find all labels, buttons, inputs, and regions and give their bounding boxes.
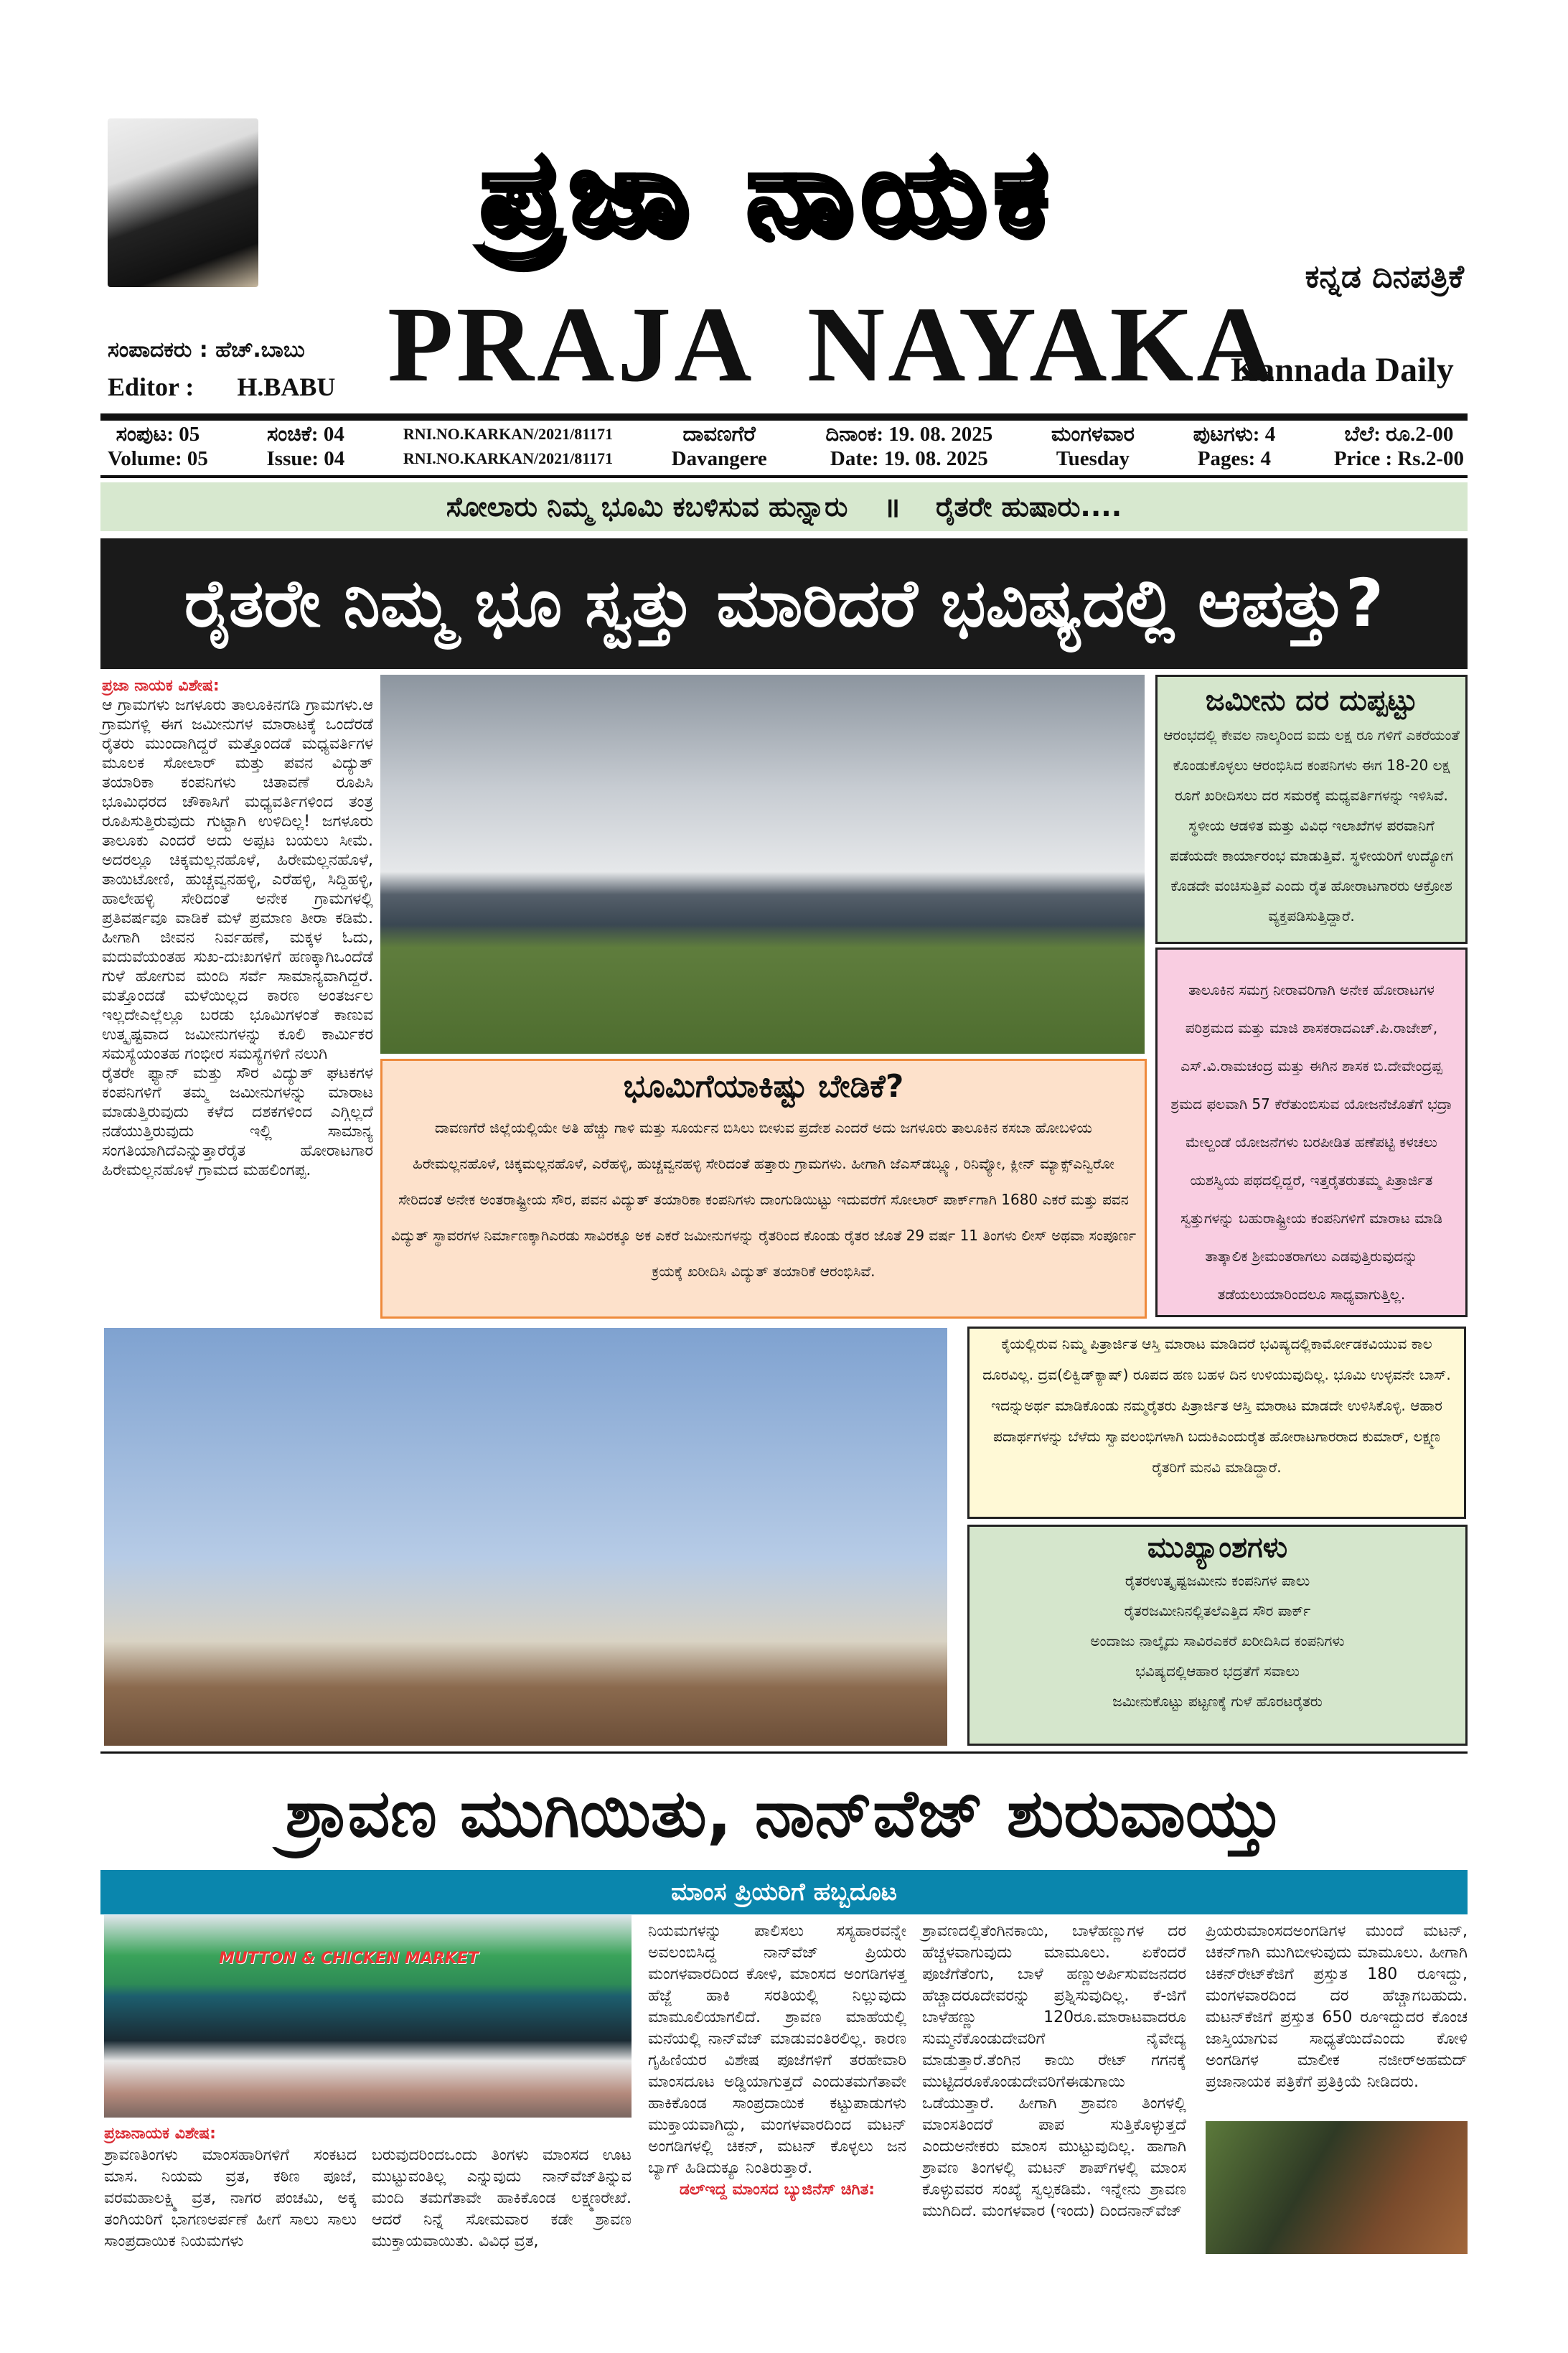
pages: [1193, 422, 1276, 471]
story2-paragraph: ಪ್ರಿಯರುಮಾಂಸದಅಂಗಡಿಗಳ ಮುಂದೆ ಮಟನ್, ಚಿಕನ್‌ಗಾಗಿ ಮುಗಿಬೀಳುವುದು ಮಾಮೂಲು. ಹೀಗಾಗಿ ಚಿಕನ್‌ರೇಟ್‌ಕೆಜಿಗೆ ಪ್ರಸ್ತುತ 180 ರೂಇದ್ದು, ಮಂಗಳವಾರದಿಂದ ದರ ಹೆಚ್ಚಾಗಬಹುದು. ಮಟನ್‌ಕೆಜಿಗೆ ಪ್ರಸ್ತುತ 650 ರೂಇದ್ದುದರ ಕೊಂಚ ಜಾಸ್ತಿಯಾಗುವ ಸಾಧ್ಯತೆಯಿದೆಎಂದು ಕೋಳಿ ಅಂಗಡಿಗಳ ಮಾಲೀಕ ನಜೀರ್‌ಅಹಮದ್ ಪ್ರಜಾನಾಯಕ ಪತ್ರಿಕೆಗೆ ಪ್ರತಿಕ್ರಿಯೆ ನೀಡಿದರು.: [1206, 1922, 1468, 2091]
solar-park-photo: [380, 675, 1145, 1054]
land-demand-body: ದಾವಣಗೆರೆ ಜಿಲ್ಲೆಯಲ್ಲಿಯೇ ಅತಿ ಹೆಚ್ಚು ಗಾಳಿ ಮತ್ತು ಸೂರ್ಯನ ಬಿಸಿಲು ಬೀಳುವ ಪ್ರದೇಶ ಎಂದರೆ ಅದು ಜಗಳೂರು ತಾಲೂಕಿನ ಕಸಬಾ ಹೋಬಳಿಯ ಹಿರೇಮಲ್ಲನಹೊಳೆ, ಚಿಕ್ಕಮಲ್ಲನಹೊಳೆ, ಎರೆಹಳ್ಳಿ, ಹುಚ್ಚವ್ವನಹಳ್ಳಿ ಸೇರಿದಂತೆ ಹತ್ತಾರು ಗ್ರಾಮಗಳು. ಹೀಗಾಗಿ ಜೆಎಸ್‌ಡಬ್ಲ್ಯೂ, ರಿನಿವ್ಯೋ, ಕ್ಲೀನ್ ಮ್ಯಾಕ್ಸ್‌ಎನ್ವಿರೋ ಸೇರಿದಂತೆ ಅನೇಕ ಅಂತರಾಷ್ಟ್ರೀಯ ಸೌರ, ಪವನ ವಿದ್ಯುತ್ ತಯಾರಿಕಾ ಕಂಪನಿಗಳು ದಾಂಗುಡಿಯಿಟ್ಟು ಇದುವರೆಗೆ ಸೋಲಾರ್ ಪಾರ್ಕ್‌ಗಾಗಿ 1680 ಎಕರೆ ಮತ್ತು ಪವನ ವಿದ್ಯುತ್ ಸ್ಥಾವರಗಳ ನಿರ್ಮಾಣಕ್ಕಾಗಿಎರಡು ಸಾವಿರಕ್ಕೂ ಅಕ ಎಕರೆ ಜಮೀನುಗಳನ್ನು ರೈತರಿಂದ ಕೊಂಡು ರೈತರ ಜೊತೆ 29 ವರ್ಷ 11 ತಿಂಗಳು ಲೀಸ್ ಅಥವಾ ಸಂಪೂರ್ಣ ಕ್ರಯಕ್ಕೆ ಖರೀದಿಸಿ ವಿದ್ಯುತ್ ತಯಾರಿಕೆ ಆರಂಭಿಸಿವೆ.: [390, 1119, 1137, 1280]
irrigation-box: [1155, 948, 1468, 1317]
story2-column-2: [372, 2145, 632, 2253]
editor-english: [108, 372, 335, 402]
story2-paragraph: ಬರುವುದರಿಂದಒಂದು ತಿಂಗಳು ಮಾಂಸದ ಊಟ ಮುಟ್ಟುವಂತಿಲ್ಲ ಎನ್ನುವುದು ನಾನ್‌ವೆಜ್‌ತಿನ್ನುವ ಮಂದಿ ತಮಗೆತಾವೇ ಹಾಕಿಕೊಂಡ ಲಕ್ಷ್ಮಣರೇಖೆ. ಆದರೆ ನಿನ್ನೆ ಸೋಮವಾರ ಕಡೇ ಶ್ರಾವಣ ಮುಕ್ತಾಯವಾಯಿತು. ವಿವಿಧ ವ್ರತ,: [372, 2146, 632, 2250]
story2-strap: ಮಾಂಸ ಪ್ರಿಯರಿಗೆ ಹಬ್ಬದೂಟ: [100, 1870, 1468, 1914]
divider: [100, 1751, 1468, 1754]
issue-en: Issue: 04: [266, 447, 345, 470]
highlight-item: ಜಮೀನುಕೊಟ್ಟು ಪಟ್ಟಣಕ್ಕೆ ಗುಳೆ ಹೊರಟರೈತರು: [1112, 1693, 1323, 1710]
date: [825, 422, 992, 471]
meat-shop-photo: [104, 1915, 632, 2118]
issue-kn: ಸಂಚಿಕೆ: 04: [266, 423, 344, 446]
story2-paragraph: ನಿಯಮಗಳನ್ನು ಪಾಲಿಸಲು ಸಸ್ಯಹಾರವನ್ನೇ ಅವಲಂಬಿಸಿದ್ದ ನಾನ್‌ವೆಜ್ ಪ್ರಿಯರು ಮಂಗಳವಾರದಿಂದ ಕೋಳಿ, ಮಾಂಸದ ಅಂಗಡಿಗಳತ್ತ ಹೆಜ್ಜೆ ಹಾಕಿ ಸರತಿಯಲ್ಲಿ ನಿಲ್ಲುವುದು ಮಾಮೂಲಿಯಾಗಲಿದೆ. ಶ್ರಾವಣ ಮಾಹೆಯಲ್ಲಿ ಮನೆಯಲ್ಲಿ ನಾನ್‌ವೆಜ್ ಮಾಡುವಂತಿರಲಿಲ್ಲ. ಕಾರಣ ಗೃಹಿಣಿಯರ ವಿಶೇಷ ಪೂಜೆಗಳಿಗೆ ತರಹೇವಾರಿ ಮಾಂಸದೂಟ ಅಡ್ಡಿಯಾಗುತ್ತದೆ ಎಂದುತಮಗೆತಾವೇ ಹಾಕಿಕೊಂಡ ಸಾಂಪ್ರದಾಯಿಕ ಕಟ್ಟುಪಾಡುಗಳು ಮುಕ್ತಾಯವಾಗಿದ್ದು, ಮಂಗಳವಾರದಿಂದ ಮಟನ್ ಅಂಗಡಿಗಳಲ್ಲಿ ಚಿಕನ್, ಮಟನ್ ಕೊಳ್ಳಲು ಜನ ಬ್ಯಾಗ್ ಹಿಡಿದುಕ್ಯೂ ನಿಂತಿರುತ್ತಾರೆ.: [648, 1922, 906, 2177]
pages-en: Pages: 4: [1197, 447, 1272, 470]
place-en: Davangere: [671, 447, 767, 470]
land-price-box: [1155, 675, 1468, 944]
divider: [100, 413, 1468, 421]
story1-paragraph: ಆ ಗ್ರಾಮಗಳು ಜಗಳೂರು ತಾಲೂಕಿನಗಡಿ ಗ್ರಾಮಗಳು.ಆ ಗ್ರಾಮಗಳ್ಲಿ ಈಗ ಜಮೀನುಗಳ ಮಾರಾಟಕ್ಕೆ ಒಂದೆರಡೆ ರೈತರು ಮುಂದಾಗಿದ್ದರೆ ಮತ್ತೊಂದಡೆ ಮಧ್ಯವರ್ತಿಗಳ ಮೂಲಕ ಸೋಲಾರ್ ಮತ್ತು ಪವನ ವಿದ್ಯುತ್ ತಯಾರಿಕಾ ಕಂಪನಿಗಳು ಚಿತಾವಣೆ ರೂಪಿಸಿ ಭೂಮಿಧರದ ಚೌಕಾಸಿಗೆ ಮಧ್ಯವರ್ತಿಗಳಿಂದ ತಂತ್ರ ರೂಪಿಸುತ್ತಿರುವುದು ಗುಟ್ಟಾಗಿ ಉಳಿದಿಲ್ಲ! ಜಗಳೂರು ತಾಲೂಕು ಎಂದರೆ ಅದು ಅಪ್ಪಟ ಬಯಲು ಸೀಮೆ. ಅದರಲ್ಲೂ ಚಿಕ್ಕಮಲ್ಲನಹೊಳೆ, ಹಿರೇಮಲ್ಲನಹೊಳೆ, ತಾಯಿಟೋಣಿ, ಹುಚ್ಚವ್ವನಹಳ್ಳಿ, ಎರೆಹಳ್ಳಿ, ಸಿದ್ದಿಹಳ್ಳಿ, ಹಾಲೇಹಳ್ಳಿ ಸೇರಿದಂತೆ ಅನೇಕ ಗ್ರಾಮಗಳಲ್ಲಿ ಪ್ರತಿವರ್ಷವೂ ವಾಡಿಕೆ ಮಳೆ ಪ್ರಮಾಣ ತೀರಾ ಕಡಿಮೆ. ಹೀಗಾಗಿ ಜೀವನ ನಿರ್ವಹಣೆ, ಮಕ್ಕಳ ಓದು, ಮದುವೆಯಂತಹ ಸುಖ-ದುಃಖಗಳಿಗೆ ಹಣಕ್ಕಾಗಿಒಂದೆಡೆ ಗುಳೆ ಹೋಗುವ ಮಂದಿ ಸರ್ವೆ ಸಾಮಾನ್ಯವಾಗಿದ್ದರೆ. ಮತ್ತೊಂದಡೆ ಮಳೆಯಿಲ್ಲದ ಕಾರಣ ಅಂತರ್ಜಲ ಇಲ್ಲದೇಎಲ್ಲೆಲ್ಲೂ ಬರಡು ಭೂಮಿಗಳಂತೆ ಕಾಣುವ ಉತ್ಕೃಷ್ಟವಾದ ಜಮೀನುಗಳನ್ನು ಕೂಲಿ ಕಾರ್ಮಿಕರ ಸಮಸ್ಯೆಯಂತಹ ಗಂಭೀರ ಸಮಸ್ಯೆಗಳಿಗೆ ನಲುಗಿ: [102, 696, 373, 1063]
editor-label: Editor :: [108, 373, 194, 401]
story1-left-column: [102, 676, 373, 1319]
irrigation-body: ತಾಲೂಕಿನ ಸಮಗ್ರ ನೀರಾವರಿಗಾಗಿ ಅನೇಕ ಹೋರಾಟಗಳ ಪರಿಶ್ರಮದ ಮತ್ತು ಮಾಜಿ ಶಾಸಕರಾದಎಚ್.ಪಿ.ರಾಜೇಶ್, ಎಸ್.ವಿ.ರಾಮಚಂದ್ರ ಮತ್ತು ಈಗಿನ ಶಾಸಕ ಬಿ.ದೇವೇಂದ್ರಪ್ಪ ಶ್ರಮದ ಫಲವಾಗಿ 57 ಕೆರೆತುಂಬಿಸುವ ಯೋಜನೆಜೊತೆಗೆ ಭದ್ರಾ ಮೇಲ್ದಂಡೆ ಯೋಜನೆಗಳು ಬರಪೀಡಿತ ಹಣೆಪಟ್ಟಿ ಕಳಚಲು ಯಶಸ್ವಿಯ ಪಥದಲ್ಲಿದ್ದರೆ, ಇತ್ತರೈತರುತಮ್ಮ ಪಿತ್ರಾರ್ಜಿತ ಸ್ವತ್ತುಗಳನ್ನು ಬಹುರಾಷ್ಟ್ರೀಯ ಕಂಪನಿಗಳಿಗೆ ಮಾರಾಟ ಮಾಡಿ ತಾತ್ಕಾಲಿಕ ಶ್ರೀಮಂತರಾಗಲು ಎಡವುತ್ತಿರುವುದನ್ನು ತಡೆಯಲುಯಾರಿಂದಲೂ ಸಾಧ್ಯವಾಗುತ್ತಿಲ್ಲ.: [1170, 981, 1452, 1303]
price: [1334, 422, 1464, 471]
issue-info-row: [108, 422, 1464, 471]
date-en: Date: 19. 08. 2025: [830, 447, 988, 470]
story2-column-5: [1206, 1921, 1468, 2093]
rni-en: RNI.NO.KARKAN/2021/81171: [403, 449, 614, 467]
story2-paragraph: ಶ್ರಾವಣದಲ್ಲಿತೆಂಗಿನಕಾಯಿ, ಬಾಳೆಹಣ್ಣುಗಳ ದರ ಹೆಚ್ಚಳವಾಗುವುದು ಮಾಮೂಲು. ಏಕೆಂದರೆ ಪೂಜೆಗೆತೆಂಗು, ಬಾಳೆ ಹಣ್ಣುಅರ್ಪಿಸುವಜನದರ ಹೆಚ್ಚಾದರೂದೇವರನ್ನು ಪ್ರಶ್ನಿಸುವುದಿಲ್ಲ. ಕೆ-ಜಿಗೆ ಬಾಳೆಹಣ್ಣು 120ರೂ.ಮಾರಾಟವಾದರೂ ಸುಮ್ಮನೆಕೊಂಡುದೇವರಿಗೆ ನೈವೇದ್ಯ ಮಾಡುತ್ತಾರೆ.ತೆಂಗಿನ ಕಾಯಿ ರೇಟ್ ಗಗನಕ್ಕೆ ಮುಟ್ಟಿದರೂಕೊಂಡುದೇವರಿಗೆಈಡುಗಾಯಿ ಒಡೆಯುತ್ತಾರೆ. ಹೀಗಾಗಿ ಶ್ರಾವಣ ತಿಂಗಳಲ್ಲಿ ಮಾಂಸತಿಂದರೆ ಪಾಪ ಸುತ್ತಿಕೊಳ್ಳುತ್ತದೆ ಎಂದುಅನೇಕರು ಮಾಂಸ ಮುಟ್ಟುವುದಿಲ್ಲ. ಹಾಗಾಗಿ ಶ್ರಾವಣ ತಿಂಗಳಲ್ಲಿ ಮಟನ್ ಶಾಪ್‌ಗಳಲ್ಲಿ ಮಾಂಸ ಕೊಳ್ಳುವವರ ಸಂಖ್ಯೆ ಸ್ವಲ್ಪಕಡಿಮೆ. ಇನ್ನೇನು ಶ್ರಾವಣ ಮುಗಿದಿದೆ. ಮಂಗಳವಾರ (ಇಂದು) ದಿಂದನಾನ್‌ವೆಜ್: [922, 1922, 1186, 2220]
banner-separator: ॥: [883, 492, 901, 523]
masthead-logo-kannada: ಪ್ರಜಾ ನಾಯಕ: [479, 125, 1056, 259]
issue: [267, 422, 345, 471]
story2-paragraph: ಶ್ರಾವಣತಿಂಗಳು ಮಾಂಸಹಾರಿಗಳಿಗೆ ಸಂಕಟದ ಮಾಸ. ನಿಯಮ ವ್ರತ, ಕಠಿಣ ಪೂಜೆ, ವರಮಹಾಲಕ್ಷ್ಮಿ ವ್ರತ, ನಾಗರ ಪಂಚಮಿ, ಅಕ್ಕ ತಂಗಿಯರಿಗೆ ಭಾಗಣಅರ್ಪಣೆ ಹೀಗೆ ಸಾಲು ಸಾಲು ಸಾಂಪ್ರದಾಯಿಕ ನಿಯಮಗಳು: [104, 2146, 357, 2250]
story2-kicker: ಪ್ರಜಾನಾಯಕ ವಿಶೇಷ:: [104, 2125, 216, 2143]
rni-kn: RNI.NO.KARKAN/2021/81171: [403, 425, 614, 443]
story2-column-4: [922, 1921, 1186, 2222]
divider: [100, 475, 1468, 478]
volume-en: Volume: 05: [108, 447, 208, 470]
land-price-title: ಜಮೀನು ದರ ದುಪ್ಪಟ್ಟು: [1205, 684, 1418, 717]
volume: [108, 422, 208, 471]
land-demand-title: ಭೂಮಿಗೆಯಾಕಿಷ್ಟು ಬೇಡಿಕೆ?: [623, 1068, 904, 1105]
highlight-item: ಭವಿಷ್ಯದಲ್ಲಿಆಹಾರ ಭದ್ರತೆಗೆ ಸವಾಲು: [1135, 1662, 1300, 1680]
editor-name: H.BABU: [237, 373, 336, 401]
crane-windmill-photo: [104, 1328, 947, 1746]
land-price-body: ಆರಂಭದಲ್ಲಿ ಕೇವಲ ನಾಲ್ಕರಿಂದ ಐದು ಲಕ್ಷ ರೂ ಗಳಿಗೆ ಎಕರೆಯಂತೆ ಕೊಂಡುಕೊಳ್ಳಲು ಆರಂಭಿಸಿದ ಕಂಪನಿಗಳು ಈಗ 18-20 ಲಕ್ಷ ರೂಗೆ ಖರೀದಿಸಲು ದರ ಸಮರಕ್ಕೆ ಮಧ್ಯವರ್ತಿಗಳನ್ನು ಇಳಿಸಿವೆ. ಸ್ಥಳೀಯ ಆಡಳಿತ ಮತ್ತು ವಿವಿಧ ಇಲಾಖೆಗಳ ಪರವಾನಿಗೆ ಪಡೆಯದೇ ಕಾರ್ಯಾರಂಭ ಮಾಡುತ್ತಿವೆ. ಸ್ಥಳೀಯರಿಗೆ ಉದ್ಯೋಗ ಕೊಡದೇ ವಂಚಿಸುತ್ತಿವೆ ಎಂದು ರೈತ ಹೋರಾಟಗಾರರು ಆಕ್ರೋಶ ವ್ಯಕ್ತಪಡಿಸುತ್ತಿದ್ದಾರೆ.: [1163, 726, 1460, 925]
masthead-subtitle-kannada: ಕನ್ನಡ ದಿನಪತ್ರಿಕೆ: [1305, 258, 1464, 295]
price-en: Price : Rs.2-00: [1333, 447, 1464, 470]
shop-sign: MUTTON & CHICKEN MARKET: [219, 1950, 479, 1968]
story2-column-3: [648, 1921, 906, 2201]
people-eating-photo: [1206, 2121, 1468, 2254]
story2-column-1: [104, 2123, 357, 2253]
story1-banner: [100, 482, 1468, 531]
rni-number: [403, 422, 613, 471]
masthead-title-english: PRAJA NAYAKA: [388, 285, 1277, 404]
highlights-title: ಮುಖ್ಯಾಂಶಗಳು: [1147, 1531, 1288, 1564]
story1-headline: ರೈತರೇ ನಿಮ್ಮ ಭೂ ಸ್ವತ್ತು ಮಾರಿದರೆ ಭವಿಷ್ಯದಲ್ಲಿ ಆಪತ್ತು?: [100, 538, 1468, 669]
weekday-kn: ಮಂಗಳವಾರ: [1051, 423, 1135, 446]
highlight-item: ರೈತರಉತ್ಕೃಷ್ಟಜಮೀನು ಕಂಪನಿಗಳ ಪಾಲು: [1125, 1572, 1310, 1589]
price-kn: ಬೆಲೆ: ರೂ.2-00: [1344, 423, 1454, 446]
date-kn: ದಿನಾಂಕ: 19. 08. 2025: [825, 423, 993, 446]
volume-kn: ಸಂಪುಟ: 05: [116, 423, 200, 446]
weekday: [1051, 422, 1135, 471]
appeal-body: ಕೈಯಲ್ಲಿರುವ ನಿಮ್ಮ ಪಿತ್ರಾರ್ಜಿತ ಆಸ್ತಿ ಮಾರಾಟ ಮಾಡಿದರೆ ಭವಿಷ್ಯದಲ್ಲಿಕಾರ್ಮೋಡಕವಿಯುವ ಕಾಲ ದೂರವಿಲ್ಲ. ದ್ರವ(ಲಿಕ್ವಿಡ್‌ಕ್ಯಾಷ್) ರೂಪದ ಹಣ ಬಹಳ ದಿನ ಉಳಿಯುವುದಿಲ್ಲ. ಭೂಮಿ ಉಳ್ಳವನೇ ಬಾಸ್. ಇದನ್ನುಅರ್ಥ ಮಾಡಿಕೊಂಡು ನಮ್ಮರೈತರು ಪಿತ್ರಾರ್ಜಿತ ಆಸ್ತಿ ಮಾರಾಟ ಮಾಡದೇ ಉಳಿಸಿಕೊಳ್ಳಿ. ಆಹಾರ ಪದಾರ್ಥಗಳನ್ನು ಬೆಳೆದು ಸ್ವಾವಲಂಭಿಗಳಾಗಿ ಬದುಕಿಎಂದುರೈತ ಹೋರಾಟಗಾರರಾದ ಕುಮಾರ್, ಲಕ್ಷ್ಮಣ ರೈತರಿಗೆ ಮನವಿ ಮಾಡಿದ್ದಾರೆ.: [982, 1335, 1451, 1476]
banner-left: ಸೋಲಾರು ನಿಮ್ಮ ಭೂಮಿ ಕಬಳಿಸುವ ಹುನ್ನಾರು: [446, 490, 848, 523]
ambedkar-portrait: [108, 118, 258, 287]
place: [672, 422, 767, 471]
editor-kannada: ಸಂಪಾದಕರು : ಹೆಚ್.ಬಾಬು: [108, 337, 305, 362]
land-demand-box: [380, 1059, 1147, 1319]
pages-kn: ಪುಟಗಳು: 4: [1193, 423, 1276, 446]
banner-right: ರೈತರೇ ಹುಷಾರು....: [936, 490, 1122, 523]
story1-kicker: ಪ್ರಜಾ ನಾಯಕ ವಿಶೇಷ:: [102, 677, 220, 695]
appeal-box: [967, 1327, 1466, 1519]
story1-paragraph: ರೈತರೇ ಫ್ಯಾನ್ ಮತ್ತು ಸೌರ ವಿದ್ಯುತ್ ಘಟಕಗಳ ಕಂಪನಿಗಳಿಗೆ ತಮ್ಮ ಜಮೀನುಗಳನ್ನು ಮಾರಾಟ ಮಾಡುತ್ತಿರುವುದು ಕಳೆದ ದಶಕಗಳಿಂದ ಎಗ್ಗಿಲ್ಲದೆ ನಡೆಯುತ್ತಿರುವುದು ಇಲ್ಲಿ ಸಾಮಾನ್ಯ ಸಂಗತಿಯಾಗಿದೆಎನ್ನುತ್ತಾರೆರೈತ ಹೋರಾಟಗಾರ ಹಿರೇಮಲ್ಲನಹೊಳೆ ಗ್ರಾಮದ ಮಹಲಿಂಗಪ್ಪ.: [102, 1065, 373, 1179]
story2-subhead: ಡಲ್‌ಇದ್ದ ಮಾಂಸದ ಬ್ಯುಜಿನೆಸ್ ಚಿಗಿತ:: [679, 2181, 875, 2199]
story2-headline: ಶ್ರಾವಣ ಮುಗಿಯಿತು, ನಾನ್‌ವೆಜ್ ಶುರುವಾಯ್ತು: [285, 1775, 1283, 1852]
masthead-subtitle-english: Kannada Daily: [1231, 351, 1454, 389]
highlights-box: [967, 1525, 1468, 1746]
weekday-en: Tuesday: [1056, 447, 1130, 470]
place-kn: ದಾವಣಗೆರೆ: [682, 423, 756, 446]
highlight-item: ರೈತರಜಮೀನಿನಲ್ಲಿತಲೆಎತ್ತಿದ ಸೌರ ಪಾರ್ಕ್: [1124, 1602, 1311, 1619]
highlight-item: ಅಂದಾಜು ನಾಲ್ಕೈದು ಸಾವಿರಎಕರೆ ಖರೀದಿಸಿದ ಕಂಪನಿಗಳು: [1090, 1632, 1345, 1650]
